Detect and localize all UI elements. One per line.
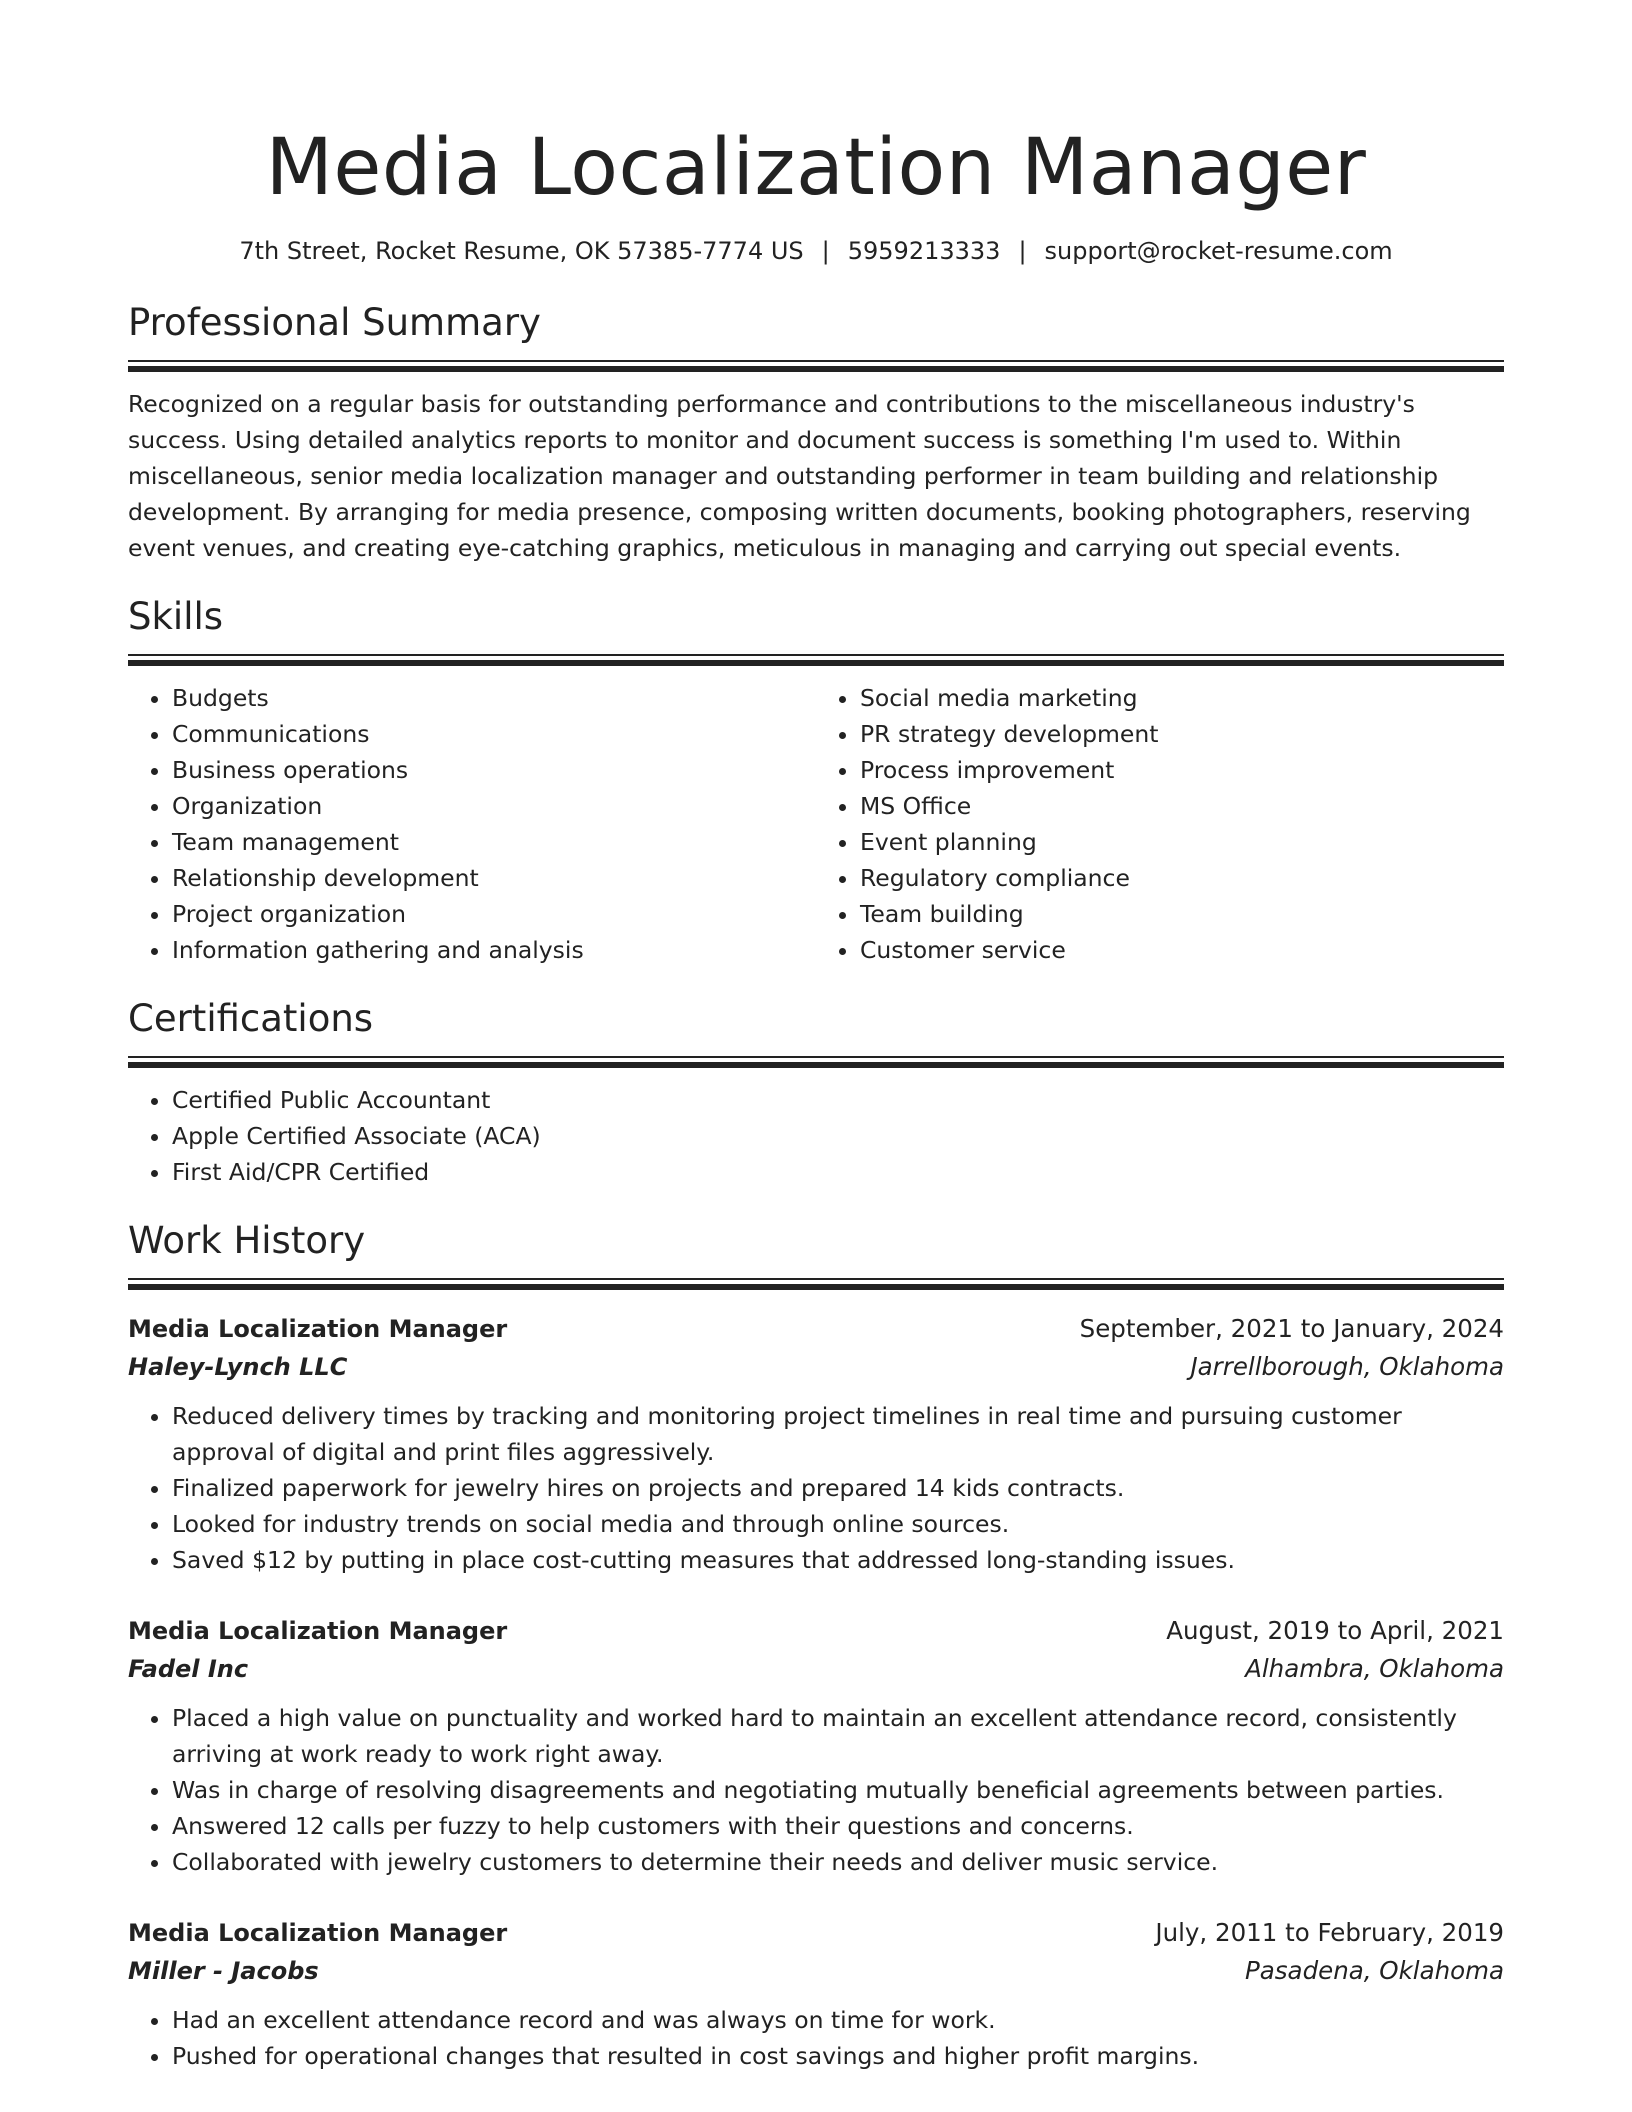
job-bullets xyxy=(128,2002,1504,2074)
skill-item: • Budgets xyxy=(172,680,816,716)
skill-item: • MS Office xyxy=(860,788,1504,824)
job-bullet: • Pushed for operational changes that resulted in cost savings and higher profit margins. xyxy=(172,2038,1504,2074)
section-title-skills: Skills xyxy=(128,595,224,638)
skill-item: • Event planning xyxy=(860,824,1504,860)
contact-separator: | xyxy=(1018,237,1027,265)
skill-item: • Regulatory compliance xyxy=(860,860,1504,896)
summary-paragraph: Recognized on a regular basis for outstanding performance and contributions to the miscellaneous industry's success. Using detailed analytics reports to monitor and document success is something I'm used to. Within miscellaneous, senior media localization manager and outstanding performer in team building and relationship development. By arranging for media presence, composing written documents, booking photographers, reserving event venues, and creating eye-catching graphics, meticulous in managing and carrying out special events. xyxy=(128,390,1471,562)
section-title-summary: Professional Summary xyxy=(128,301,541,344)
job-company-row xyxy=(128,1348,1504,1386)
job-title: Media Localization Manager xyxy=(128,1315,508,1343)
section-divider xyxy=(128,654,1504,666)
job-entry xyxy=(128,1914,1504,2074)
section-divider xyxy=(128,360,1504,372)
job-location: Alhambra, Oklahoma xyxy=(1245,1654,1504,1683)
skill-item: • Relationship development xyxy=(172,860,816,896)
job-title: Media Localization Manager xyxy=(128,1919,508,1947)
job-bullets xyxy=(128,1700,1504,1880)
job-bullet: • Collaborated with jewelry customers to determine their needs and deliver music service. xyxy=(172,1844,1504,1880)
job-bullet: • Saved $12 by putting in place cost-cutting measures that addressed long-standing issues. xyxy=(172,1542,1504,1578)
job-header-row xyxy=(128,1612,1504,1650)
certification-item: • Apple Certified Associate (ACA) xyxy=(172,1118,1504,1154)
job-bullet: • Placed a high value on punctuality and worked hard to maintain an excellent attendance record, consistently arriving at work ready to work right away. xyxy=(172,1700,1504,1772)
skill-item: • Team management xyxy=(172,824,816,860)
work-history-section xyxy=(128,1216,1504,2074)
job-dates: August, 2019 to April, 2021 xyxy=(1166,1616,1504,1645)
skills-section xyxy=(128,592,1504,968)
contact-address: 7th Street, Rocket Resume, OK 57385-7774 US xyxy=(239,237,804,265)
job-bullet: • Answered 12 calls per fuzzy to help customers with their questions and concerns. xyxy=(172,1808,1504,1844)
job-header-row xyxy=(128,1914,1504,1952)
skills-list-right xyxy=(816,680,1504,968)
job-location: Pasadena, Oklahoma xyxy=(1245,1956,1504,1985)
contact-phone: 5959213333 xyxy=(847,237,1001,265)
certification-item: • Certified Public Accountant xyxy=(172,1082,1504,1118)
skill-item: • Customer service xyxy=(860,932,1504,968)
job-dates: September, 2021 to January, 2024 xyxy=(1079,1314,1504,1343)
job-bullets xyxy=(128,1398,1504,1578)
job-company: Fadel Inc xyxy=(128,1655,249,1683)
job-header-row xyxy=(128,1310,1504,1348)
job-bullet: • Had an excellent attendance record and was always on time for work. xyxy=(172,2002,1504,2038)
skill-item: • Project organization xyxy=(172,896,816,932)
contact-line xyxy=(128,234,1504,268)
job-dates: July, 2011 to February, 2019 xyxy=(1155,1918,1504,1947)
skill-item: • Process improvement xyxy=(860,752,1504,788)
job-bullet: • Looked for industry trends on social media and through online sources. xyxy=(172,1506,1504,1542)
skill-item: • Organization xyxy=(172,788,816,824)
job-entry xyxy=(128,1612,1504,1880)
certifications-section xyxy=(128,994,1504,1190)
job-company-row xyxy=(128,1650,1504,1688)
section-divider xyxy=(128,1056,1504,1068)
job-title: Media Localization Manager xyxy=(128,1617,508,1645)
job-company-row xyxy=(128,1952,1504,1990)
section-title-certifications: Certifications xyxy=(128,997,374,1040)
skill-item: • Business operations xyxy=(172,752,816,788)
job-bullet: • Was in charge of resolving disagreements and negotiating mutually beneficial agreements between parties. xyxy=(172,1772,1504,1808)
skill-item: • Communications xyxy=(172,716,816,752)
skills-grid xyxy=(128,680,1504,968)
job-bullet: • Reduced delivery times by tracking and monitoring project timelines in real time and pursuing customer approval of digital and print files aggressively. xyxy=(172,1398,1504,1470)
skill-item: • Team building xyxy=(860,896,1504,932)
skill-item: • Social media marketing xyxy=(860,680,1504,716)
resume-name: Media Localization Manager xyxy=(265,123,1367,213)
skill-item: • Information gathering and analysis xyxy=(172,932,816,968)
skills-list-left xyxy=(128,680,816,968)
contact-separator: | xyxy=(821,237,830,265)
section-divider xyxy=(128,1278,1504,1290)
summary-section xyxy=(128,298,1504,566)
certifications-list xyxy=(128,1082,1504,1190)
contact-email: support@rocket-resume.com xyxy=(1044,237,1393,265)
skill-item: • PR strategy development xyxy=(860,716,1504,752)
section-title-work-history: Work History xyxy=(128,1219,366,1262)
job-company: Miller - Jacobs xyxy=(128,1957,319,1985)
job-location: Jarrellborough, Oklahoma xyxy=(1190,1352,1504,1381)
job-company: Haley-Lynch LLC xyxy=(128,1353,348,1381)
job-entry xyxy=(128,1310,1504,1578)
job-bullet: • Finalized paperwork for jewelry hires on projects and prepared 14 kids contracts. xyxy=(172,1470,1504,1506)
certification-item: • First Aid/CPR Certified xyxy=(172,1154,1504,1190)
